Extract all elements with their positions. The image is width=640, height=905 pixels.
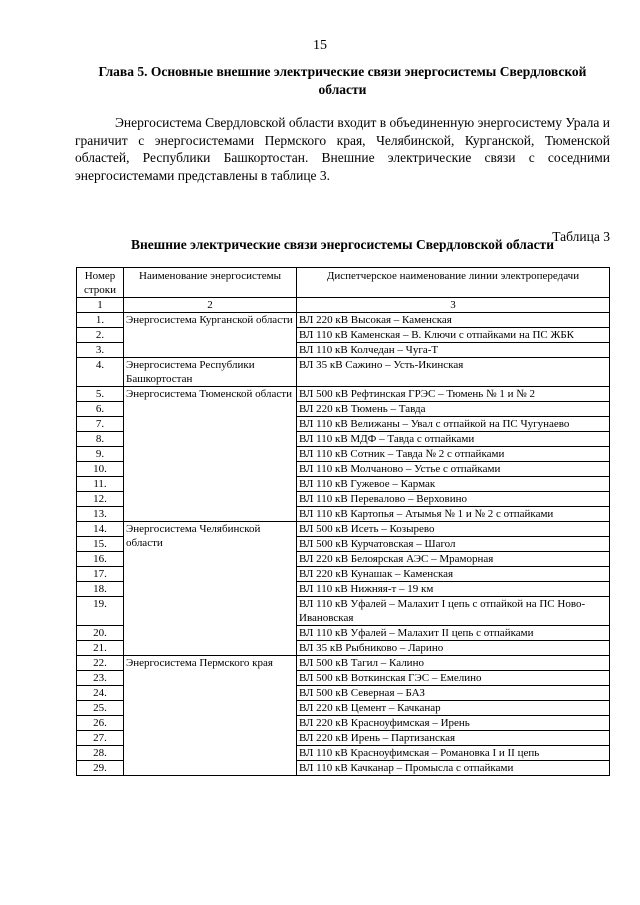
row-number: 27. [77,731,124,746]
row-number: 26. [77,716,124,731]
row-number: 8. [77,432,124,447]
table-title: Внешние электрические связи энергосистемы Свердловской области [131,237,554,252]
row-number: 28. [77,746,124,761]
header-line-name: Диспетчерское наименование линии электропередачи [297,268,610,298]
row-number: 2. [77,328,124,343]
chapter-title: Глава 5. Основные внешние электрические связи энергосистемы Свердловской области [98,64,587,97]
power-line-name: ВЛ 110 кВ Картопья – Атымья № 1 и № 2 с отпайками [297,507,610,522]
energy-system-name: Энергосистема Челябинской области [124,522,297,656]
row-number: 23. [77,671,124,686]
table-row [77,522,610,537]
energy-system-name: Энергосистема Тюменской области [124,387,297,522]
page-number: 15 [313,38,327,53]
power-line-name: ВЛ 110 кВ Велижаны – Увал с отпайкой на ПС Чугунаево [297,417,610,432]
power-line-name: ВЛ 110 кВ Красноуфимская – Романовка I и II цепь [297,746,610,761]
row-number: 7. [77,417,124,432]
power-line-name: ВЛ 220 кВ Ирень – Партизанская [297,731,610,746]
power-line-name: ВЛ 220 кВ Цемент – Качканар [297,701,610,716]
row-number: 22. [77,656,124,671]
row-number: 19. [77,597,124,626]
column-index-3: 3 [297,298,610,313]
power-line-name: ВЛ 110 кВ Перевалово – Верховино [297,492,610,507]
power-line-name: ВЛ 500 кВ Воткинская ГЭС – Емелино [297,671,610,686]
power-line-name: ВЛ 220 кВ Высокая – Каменская [297,313,610,328]
power-line-name: ВЛ 110 кВ Каменская – В. Ключи с отпайками на ПС ЖБК [297,328,610,343]
power-line-name: ВЛ 220 кВ Белоярская АЭС – Мраморная [297,552,610,567]
row-number: 21. [77,641,124,656]
table-header-row [77,268,610,298]
column-index-row [77,298,610,313]
power-line-name: ВЛ 110 кВ Гужевое – Кармак [297,477,610,492]
power-line-name: ВЛ 35 кВ Рыбниково – Ларино [297,641,610,656]
power-line-name: ВЛ 110 кВ Колчедан – Чуга-Т [297,343,610,358]
power-line-name: ВЛ 500 кВ Курчатовская – Шагол [297,537,610,552]
header-system-name: Наименование энергосистемы [124,268,297,298]
row-number: 14. [77,522,124,537]
row-number: 17. [77,567,124,582]
row-number: 24. [77,686,124,701]
row-number: 25. [77,701,124,716]
table-row [77,313,610,328]
table-row [77,656,610,671]
power-line-name: ВЛ 110 кВ Уфалей – Малахит II цепь с отпайками [297,626,610,641]
header-row-number: Номер строки [77,268,124,298]
intro-paragraph: Энергосистема Свердловской области входит в объединенную энергосистему Урала и граничит с энергосистемами Пермского края, Челябинской, Курганской, Тюменской областей, Республики Башкортостан. Внешние электрические связи с соседними энергосистемами представлены в таблице 3. [75,115,610,183]
row-number: 29. [77,761,124,776]
table-row [77,358,610,387]
column-index-1: 1 [77,298,124,313]
external-links-table [76,267,610,776]
row-number: 4. [77,358,124,387]
row-number: 12. [77,492,124,507]
power-line-name: ВЛ 110 кВ Молчаново – Устье с отпайками [297,462,610,477]
power-line-name: ВЛ 110 кВ Качканар – Промысла с отпайками [297,761,610,776]
power-line-name: ВЛ 220 кВ Тюмень – Тавда [297,402,610,417]
power-line-name: ВЛ 500 кВ Тагил – Калино [297,656,610,671]
row-number: 1. [77,313,124,328]
row-number: 16. [77,552,124,567]
table-caption: Таблица 3 [552,229,610,244]
row-number: 3. [77,343,124,358]
power-line-name: ВЛ 500 кВ Северная – БАЗ [297,686,610,701]
power-line-name: ВЛ 110 кВ Сотник – Тавда № 2 с отпайками [297,447,610,462]
power-line-name: ВЛ 500 кВ Рефтинская ГРЭС – Тюмень № 1 и № 2 [297,387,610,402]
power-line-name: ВЛ 220 кВ Кунашак – Каменская [297,567,610,582]
power-line-name: ВЛ 220 кВ Красноуфимская – Ирень [297,716,610,731]
row-number: 13. [77,507,124,522]
row-number: 9. [77,447,124,462]
row-number: 20. [77,626,124,641]
row-number: 15. [77,537,124,552]
row-number: 5. [77,387,124,402]
power-line-name: ВЛ 110 кВ МДФ – Тавда с отпайками [297,432,610,447]
column-index-2: 2 [124,298,297,313]
power-line-name: ВЛ 110 кВ Нижняя-т – 19 км [297,582,610,597]
power-line-name: ВЛ 110 кВ Уфалей – Малахит I цепь с отпайкой на ПС Ново-Ивановская [297,597,610,626]
row-number: 6. [77,402,124,417]
table-row [77,387,610,402]
energy-system-name: Энергосистема Республики Башкортостан [124,358,297,387]
table-body [77,313,610,776]
row-number: 11. [77,477,124,492]
power-line-name: ВЛ 500 кВ Исеть – Козырево [297,522,610,537]
energy-system-name: Энергосистема Курганской области [124,313,297,358]
row-number: 18. [77,582,124,597]
row-number: 10. [77,462,124,477]
energy-system-name: Энергосистема Пермского края [124,656,297,776]
power-line-name: ВЛ 35 кВ Сажино – Усть-Икинская [297,358,610,387]
